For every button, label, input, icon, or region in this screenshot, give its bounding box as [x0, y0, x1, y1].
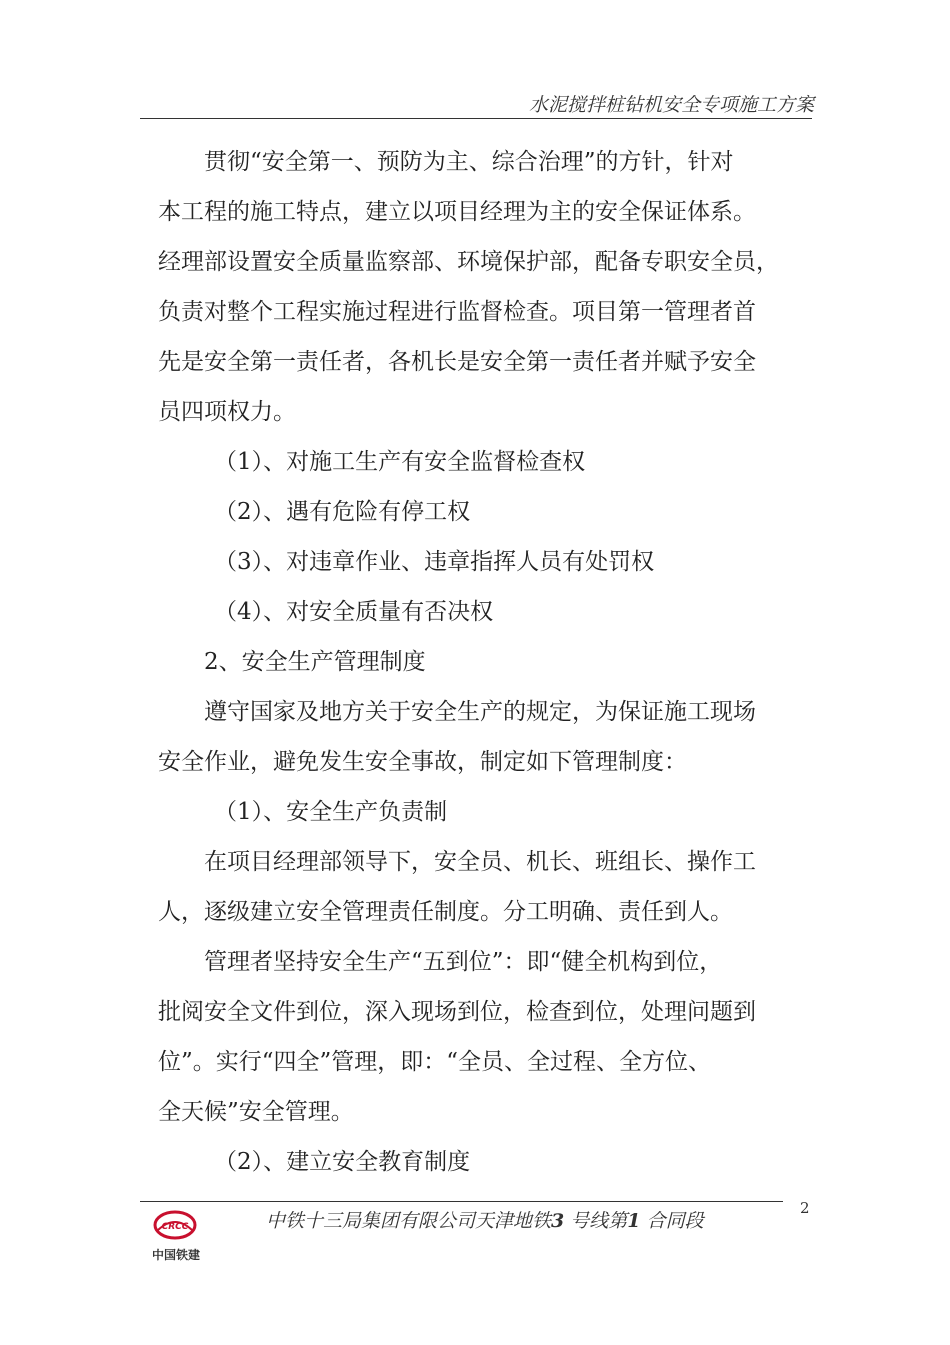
subsection-heading: （2）、建立安全教育制度	[214, 1149, 471, 1175]
page-number: 2	[800, 1199, 810, 1217]
paragraph-line: 位”。实行“四全”管理，即：“全员、全过程、全方位、	[158, 1049, 712, 1075]
footer-company-pre: 中铁十三局集团有限公司天津地铁	[266, 1210, 552, 1232]
footer-company	[266, 1206, 704, 1233]
list-item: （2）、遇有危险有停工权	[214, 499, 471, 525]
paragraph-line: 安全作业，避免发生安全事故，制定如下管理制度：	[158, 749, 687, 775]
footer-company-mid: 号线第	[564, 1210, 628, 1232]
paragraph-line: 经理部设置安全质量监察部、环境保护部，配备专职安全员，	[158, 249, 779, 275]
paragraph-line: 在项目经理部领导下，安全员、机长、班组长、操作工	[204, 849, 756, 875]
paragraph-line: 负责对整个工程实施过程进行监督检查。项目第一管理者首	[158, 299, 756, 325]
logo-mark-text: CRCC	[161, 1222, 189, 1232]
paragraph-line: 员四项权力。	[158, 399, 296, 425]
company-logo	[146, 1210, 206, 1266]
footer-rule	[140, 1201, 783, 1202]
paragraph-line: 批阅安全文件到位，深入现场到位，检查到位，处理问题到	[158, 999, 756, 1025]
subsection-heading: （1）、安全生产负责制	[214, 799, 448, 825]
paragraph-line: 贯彻“安全第一、预防为主、综合治理”的方针，针对	[204, 149, 734, 175]
footer-company-post: 合同段	[640, 1210, 704, 1232]
document-body	[158, 137, 798, 1187]
page-header-title: 水泥搅拌桩钻机安全专项施工方案	[528, 94, 814, 116]
section-heading: 2、安全生产管理制度	[204, 649, 426, 675]
header-rule	[140, 118, 812, 119]
list-item: （3）、对违章作业、违章指挥人员有处罚权	[214, 549, 655, 575]
list-item: （4）、对安全质量有否决权	[214, 599, 494, 625]
footer-line-number: 3	[551, 1210, 565, 1232]
paragraph-line: 遵守国家及地方关于安全生产的规定，为保证施工现场	[204, 699, 756, 725]
footer-section-number: 1	[627, 1210, 641, 1232]
paragraph-line: 全天候”安全管理。	[158, 1099, 354, 1125]
list-item: （1）、对施工生产有安全监督检查权	[214, 449, 586, 475]
logo-text: 中国铁建	[151, 1248, 200, 1262]
paragraph-line: 人，逐级建立安全管理责任制度。分工明确、责任到人。	[158, 899, 733, 925]
paragraph-line: 管理者坚持安全生产“五到位”：即“健全机构到位，	[204, 949, 723, 975]
paragraph-line: 先是安全第一责任者，各机长是安全第一责任者并赋予安全	[158, 349, 756, 375]
paragraph-line: 本工程的施工特点，建立以项目经理为主的安全保证体系。	[158, 199, 756, 225]
crcc-logo-icon	[152, 1210, 198, 1242]
